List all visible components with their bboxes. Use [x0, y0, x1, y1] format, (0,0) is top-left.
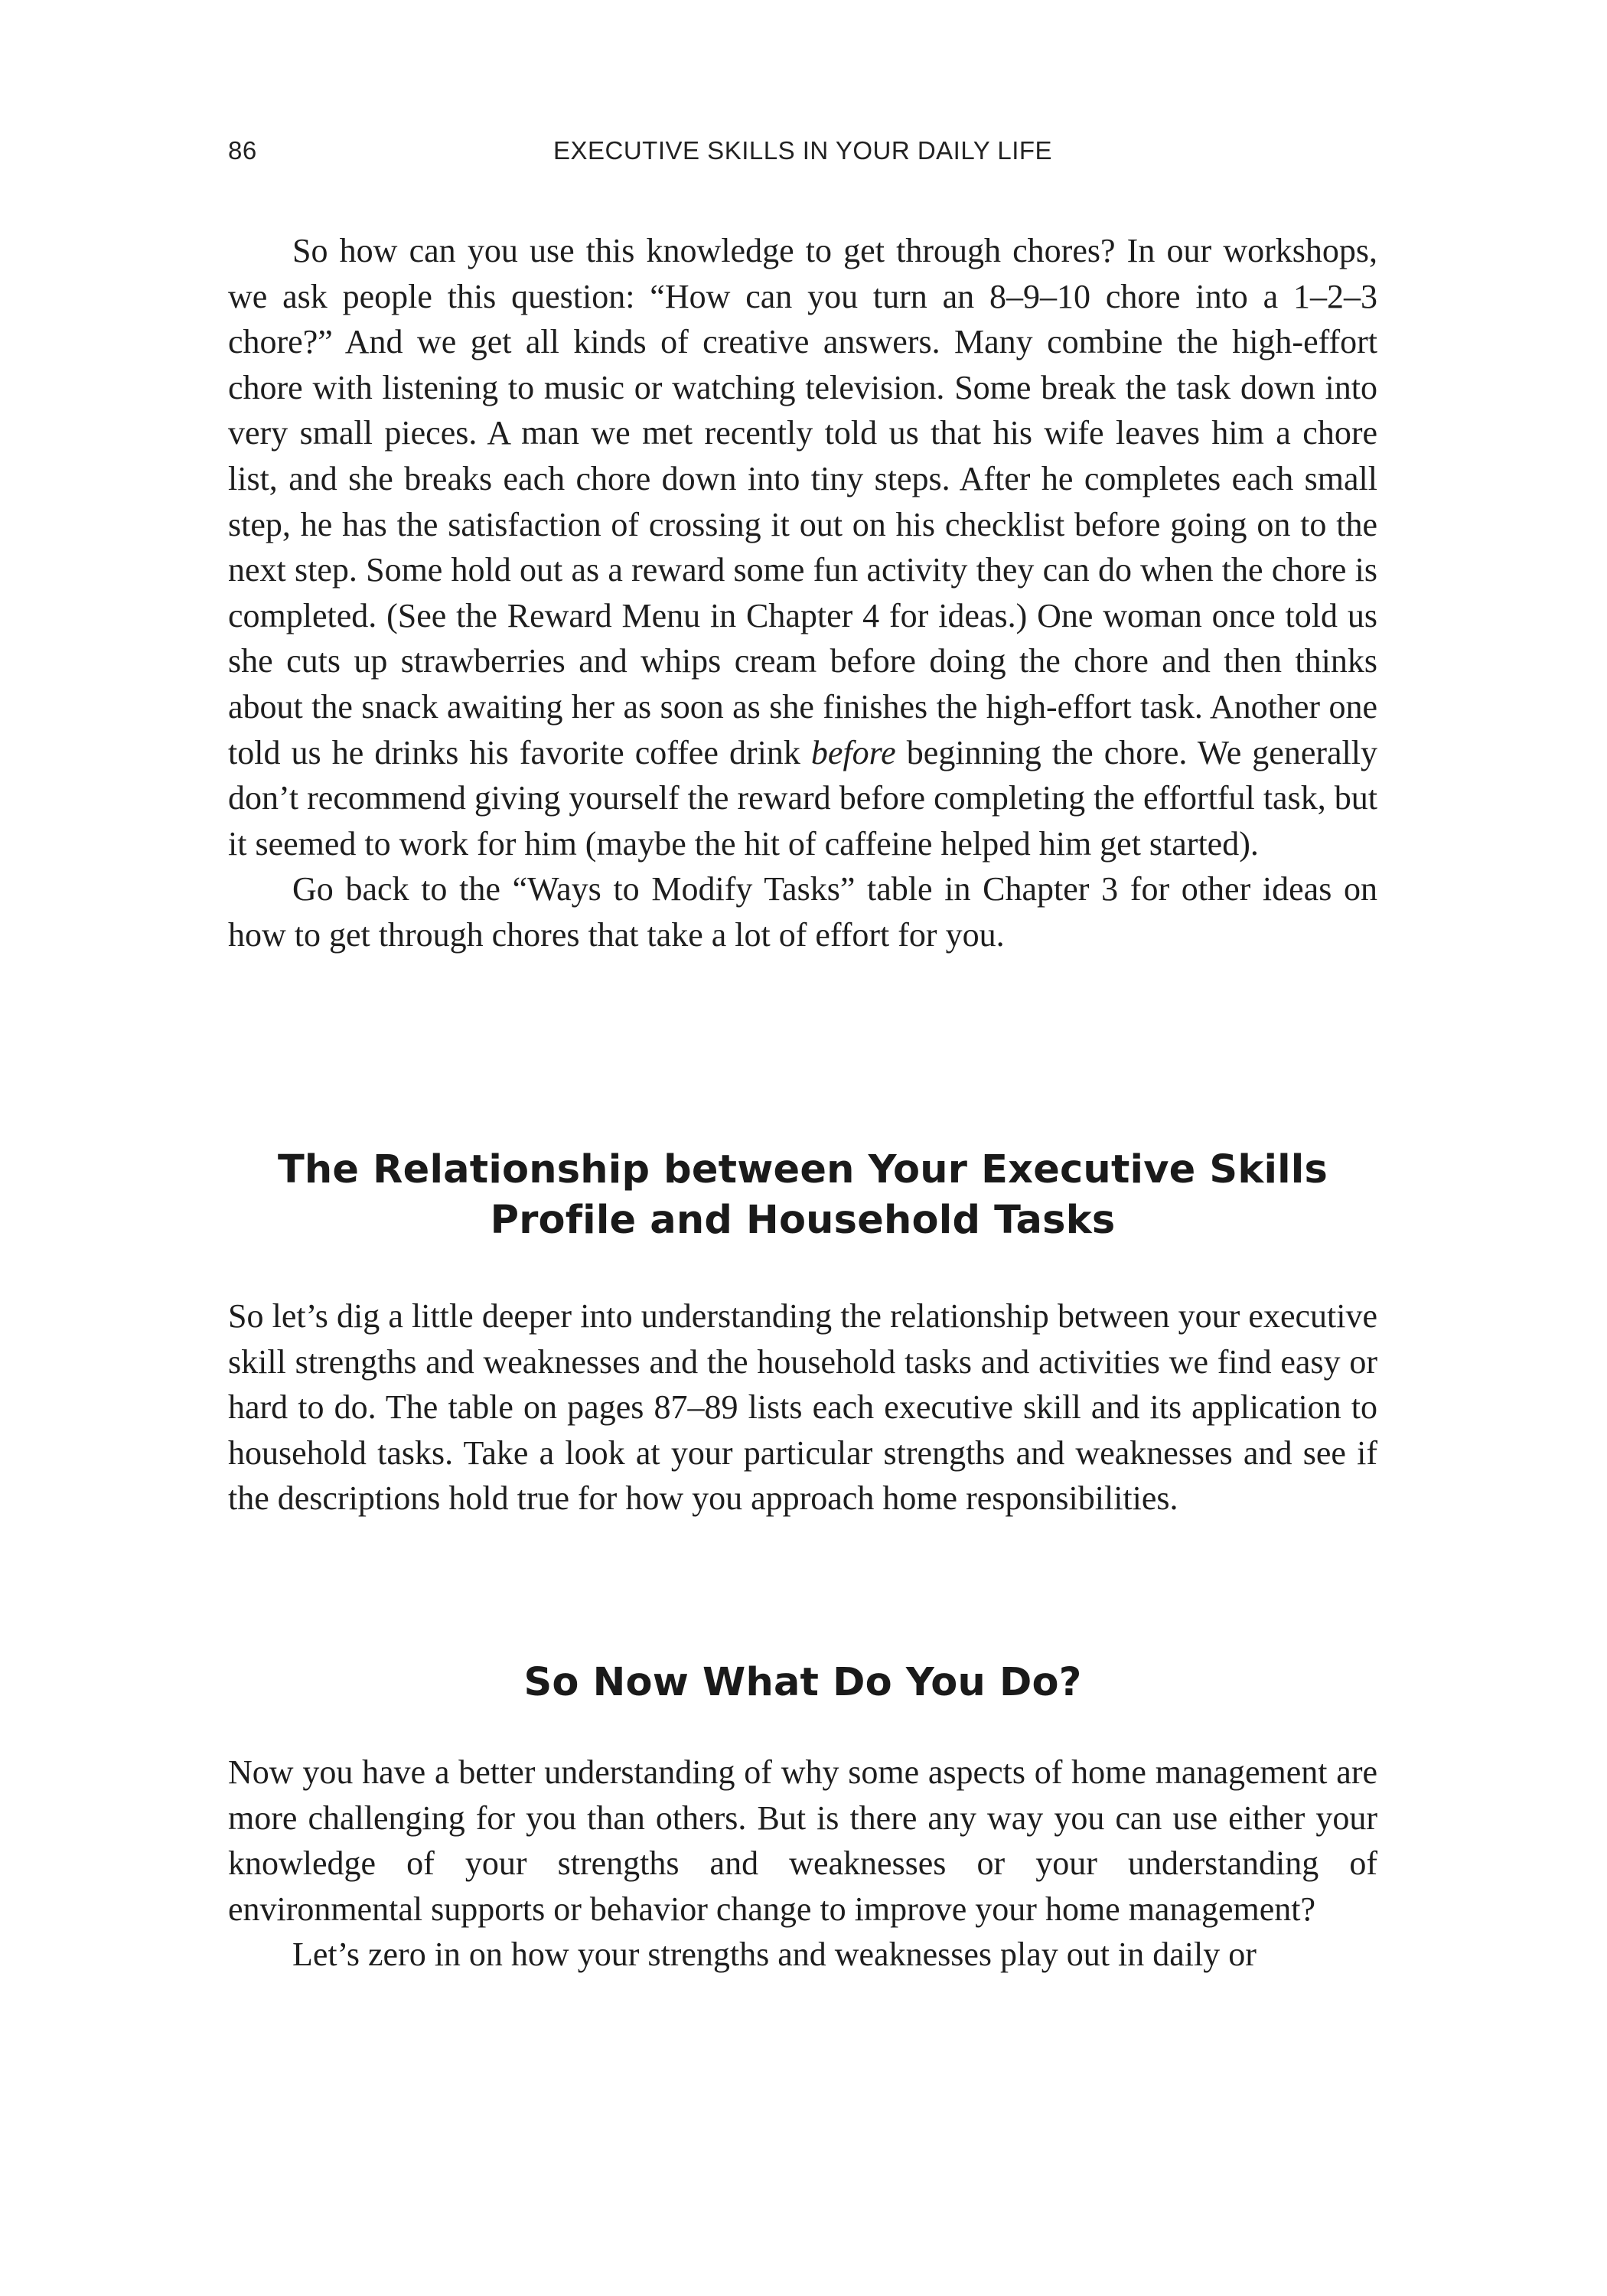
paragraph-modify-tasks: Go back to the “Ways to Modify Tasks” table in Chapter 3 for other ideas on how to get through chores that take a lot of effort for you. — [228, 870, 1377, 954]
paragraph-chore-strategies — [228, 228, 1377, 866]
running-head — [228, 136, 1377, 170]
section-heading-relationship — [228, 1145, 1377, 1246]
heading-line: So Now What Do You Do? — [523, 1660, 1082, 1705]
text-run: beginning the chore. We generally don’t recommend giving yourself the reward before completing the effortful task, but it seemed to work for him (maybe the hit of caffeine helped him get started). — [228, 733, 1377, 863]
paragraph-relationship: So let’s dig a little deeper into understanding the relationship between your executive skill strengths and weaknesses and the household tasks and activities we find easy or hard to do. The table on pages 87–89 lists each executive skill and its application to household tasks. Take a look at your particular strengths and weaknesses and see if the descriptions hold true for how you approach home responsibilities. — [228, 1297, 1377, 1518]
paragraph-better-understanding: Now you have a better understanding of why some aspects of home management are more challenging for you than others. But is there any way you can use either your knowledge of your strengths and weaknesses or your understanding of environmental supports or behavior change to improve your home management? — [228, 1753, 1377, 1928]
section-now-what-text — [228, 1750, 1377, 1978]
page-number: 86 — [228, 136, 257, 165]
text-run: So how can you use this knowledge to get through chores? In our workshops, we ask people this question: “How can you turn an 8–9–10 chore into a 1–2–3 chore?” And we get all kinds of creative answers. Many combine the high-effort chore with listening to music or watching television. Some break the task down into very small pieces. A man we met recently told us that his wife leaves him a chore list, and she breaks each chore down into tiny steps. After he completes each small step, he has the satisfaction of crossing it out on his checklist before going on to the next step. Some hold out as a reward some fun activity they can do when the chore is completed. (See the Reward Menu in Chapter 4 for ideas.) One woman once told us she cuts up strawberries and whips cream before doing the chore and then thinks about the snack awaiting her as soon as she finishes the high-effort task. Another one told us he drinks his favorite coffee drink — [228, 232, 1377, 771]
paragraph-zero-in: Let’s zero in on how your strengths and weaknesses play out in daily or — [292, 1936, 1257, 1974]
heading-line: The Relationship between Your Executive Skills — [277, 1147, 1328, 1192]
italic-emphasis: before — [810, 733, 896, 771]
section-heading-now-what — [228, 1658, 1377, 1708]
section-chores-text — [228, 228, 1377, 958]
running-title: EXECUTIVE SKILLS IN YOUR DAILY LIFE — [553, 136, 1053, 165]
heading-line: Profile and Household Tasks — [490, 1198, 1116, 1243]
section-relationship-text — [228, 1293, 1377, 1521]
